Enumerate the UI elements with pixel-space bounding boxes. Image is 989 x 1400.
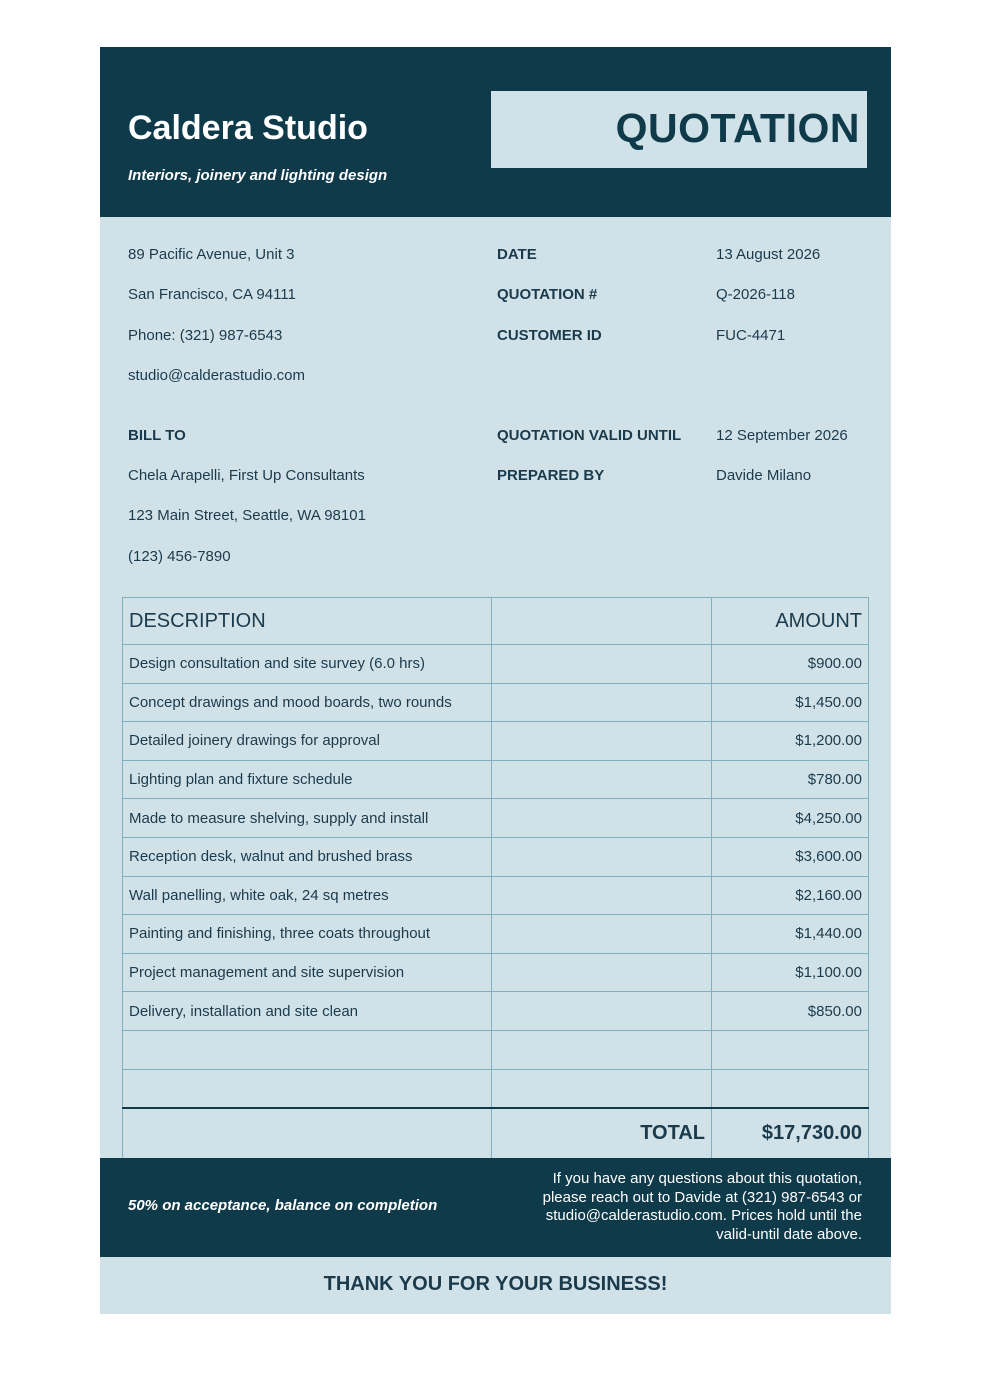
table-row [123,722,869,761]
row-description: Detailed joinery drawings for approval [123,722,492,761]
line-items-table [122,597,869,1159]
table-row [123,992,869,1031]
quotation-number-label: QUOTATION # [497,286,598,303]
document-title: QUOTATION [615,105,860,151]
row-description [123,1030,492,1069]
table-row [123,876,869,915]
row-amount: $900.00 [712,645,869,684]
total-value: $17,730.00 [712,1108,869,1159]
prepared-by-value: Davide Milano [716,467,812,484]
row-empty-cell [492,837,712,876]
table-row [123,645,869,684]
row-amount: $1,440.00 [712,915,869,954]
table-row [123,953,869,992]
row-empty-cell [492,645,712,684]
table-row [123,683,869,722]
document-title-box [491,91,867,168]
company-address-line1: 89 Pacific Avenue, Unit 3 [128,246,295,263]
row-amount [712,1030,869,1069]
description-header: DESCRIPTION [123,598,492,645]
row-description: Design consultation and site survey (6.0 hrs) [123,645,492,684]
quotation-sheet [100,47,891,1314]
row-amount: $850.00 [712,992,869,1031]
table-row [123,1030,869,1069]
row-empty-cell [492,992,712,1031]
bill-to-name: Chela Arapelli, First Up Consultants [128,467,365,484]
table-row [123,915,869,954]
row-amount: $780.00 [712,760,869,799]
row-empty-cell [492,1030,712,1069]
company-email: studio@calderastudio.com [128,367,305,384]
company-phone: Phone: (321) 987-6543 [128,327,283,344]
row-empty-cell [492,760,712,799]
row-empty-cell [492,953,712,992]
row-amount: $3,600.00 [712,837,869,876]
row-description [123,1069,492,1108]
prepared-by-label: PREPARED BY [497,467,605,484]
company-tagline: Interiors, joinery and lighting design [128,167,388,184]
row-description: Made to measure shelving, supply and install [123,799,492,838]
bill-to-phone: (123) 456-7890 [128,548,231,565]
footer-banner [100,1158,891,1257]
table-row [123,1069,869,1108]
total-row [123,1108,869,1159]
row-amount: $1,450.00 [712,683,869,722]
company-address-line2: San Francisco, CA 94111 [128,286,296,303]
row-empty-cell [492,915,712,954]
row-amount: $2,160.00 [712,876,869,915]
thank-you-message: THANK YOU FOR YOUR BUSINESS! [323,1273,668,1295]
row-empty-cell [492,683,712,722]
table-row [123,760,869,799]
row-description: Concept drawings and mood boards, two rounds [123,683,492,722]
row-amount: $1,100.00 [712,953,869,992]
table-row [123,799,869,838]
company-name: Caldera Studio [128,109,368,147]
row-amount: $1,200.00 [712,722,869,761]
row-description: Wall panelling, white oak, 24 sq metres [123,876,492,915]
row-description: Lighting plan and fixture schedule [123,760,492,799]
row-description: Reception desk, walnut and brushed brass [123,837,492,876]
row-amount [712,1069,869,1108]
total-label: TOTAL [492,1108,712,1159]
valid-until-label: QUOTATION VALID UNTIL [497,427,682,444]
row-amount: $4,250.00 [712,799,869,838]
table-header-row [123,598,869,645]
row-empty-cell [492,876,712,915]
contact-note: If you have any questions about this quotation, please reach out to Davide at (321) 987-6543 or studio@calderastudio.com. Prices hold until the valid-until date above. [542,1170,862,1243]
customer-id-value: FUC-4471 [716,327,786,344]
total-empty-cell [123,1108,492,1159]
row-empty-cell [492,1069,712,1108]
bill-to-address: 123 Main Street, Seattle, WA 98101 [128,507,366,524]
payment-terms: 50% on acceptance, balance on completion [128,1197,438,1214]
header-banner [100,47,891,217]
quotation-number-value: Q-2026-118 [716,286,795,303]
row-description: Painting and finishing, three coats throughout [123,915,492,954]
row-description: Delivery, installation and site clean [123,992,492,1031]
table-row [123,837,869,876]
amount-header: AMOUNT [712,598,869,645]
valid-until-value: 12 September 2026 [716,427,848,444]
middle-header [492,598,712,645]
row-empty-cell [492,799,712,838]
date-value: 13 August 2026 [716,246,821,263]
row-empty-cell [492,722,712,761]
bill-to-label: BILL TO [128,427,186,444]
date-label: DATE [497,246,537,263]
customer-id-label: CUSTOMER ID [497,327,602,344]
row-description: Project management and site supervision [123,953,492,992]
